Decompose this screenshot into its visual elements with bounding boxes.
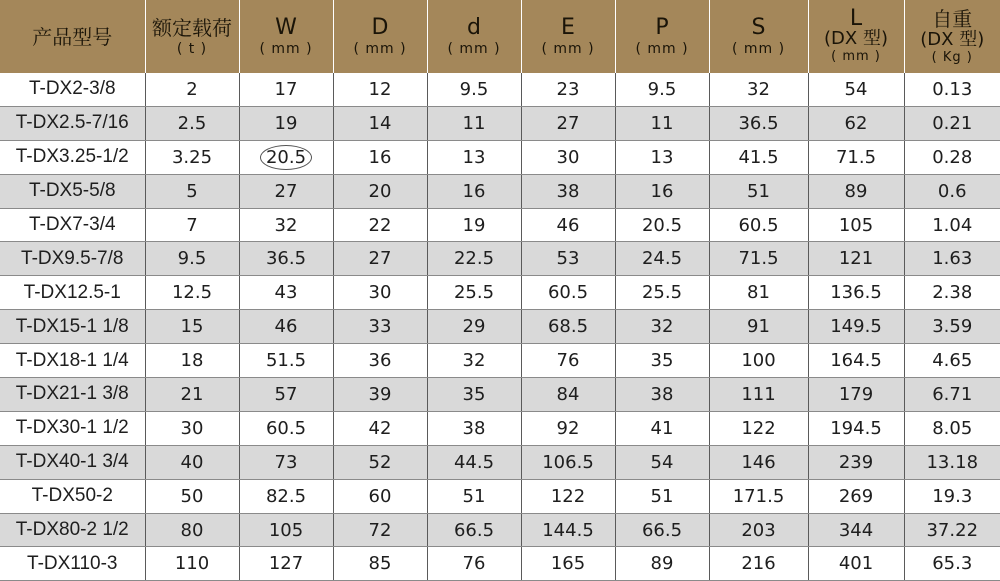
cell-d-lower: 32 bbox=[427, 344, 521, 378]
cell-l: 89 bbox=[808, 174, 904, 208]
header-w-unit: ( mm ) bbox=[240, 40, 333, 58]
cell-e: 92 bbox=[521, 411, 615, 445]
cell-e: 60.5 bbox=[521, 276, 615, 310]
table-row bbox=[0, 174, 1000, 208]
cell-l: 149.5 bbox=[808, 310, 904, 344]
cell-d-lower: 29 bbox=[427, 310, 521, 344]
header-d-upper-unit: ( mm ) bbox=[334, 40, 427, 58]
cell-weight: 0.13 bbox=[904, 73, 1000, 106]
cell-w: 82.5 bbox=[239, 479, 333, 513]
cell-e: 165 bbox=[521, 547, 615, 581]
cell-e: 53 bbox=[521, 242, 615, 276]
cell-rated-load: 2 bbox=[145, 73, 239, 106]
circled-value: 20.5 bbox=[266, 147, 306, 168]
table-row bbox=[0, 378, 1000, 412]
cell-rated-load: 40 bbox=[145, 445, 239, 479]
cell-p: 38 bbox=[615, 378, 709, 412]
cell-w: 43 bbox=[239, 276, 333, 310]
cell-d-lower: 25.5 bbox=[427, 276, 521, 310]
cell-p: 54 bbox=[615, 445, 709, 479]
cell-w: 105 bbox=[239, 513, 333, 547]
cell-weight: 37.22 bbox=[904, 513, 1000, 547]
cell-d-lower: 76 bbox=[427, 547, 521, 581]
cell-model: T-DX18-1 1/4 bbox=[0, 344, 145, 378]
cell-model: T-DX7-3/4 bbox=[0, 208, 145, 242]
cell-model: T-DX3.25-1/2 bbox=[0, 140, 145, 174]
cell-w: 19 bbox=[239, 106, 333, 140]
header-e bbox=[521, 0, 615, 73]
cell-e: 84 bbox=[521, 378, 615, 412]
cell-d-lower: 9.5 bbox=[427, 73, 521, 106]
table-row bbox=[0, 513, 1000, 547]
cell-s: 71.5 bbox=[709, 242, 808, 276]
header-l-unit: ( mm ) bbox=[809, 49, 904, 65]
table-row bbox=[0, 344, 1000, 378]
cell-w: 60.5 bbox=[239, 411, 333, 445]
cell-l: 269 bbox=[808, 479, 904, 513]
cell-model: T-DX12.5-1 bbox=[0, 276, 145, 310]
cell-w: 17 bbox=[239, 73, 333, 106]
cell-d-upper: 42 bbox=[333, 411, 427, 445]
cell-w: 27 bbox=[239, 174, 333, 208]
cell-weight: 1.04 bbox=[904, 208, 1000, 242]
cell-rated-load: 3.25 bbox=[145, 140, 239, 174]
header-e-unit: ( mm ) bbox=[522, 40, 615, 58]
cell-l: 164.5 bbox=[808, 344, 904, 378]
cell-l: 194.5 bbox=[808, 411, 904, 445]
cell-weight: 4.65 bbox=[904, 344, 1000, 378]
cell-model: T-DX15-1 1/8 bbox=[0, 310, 145, 344]
header-p-label: P bbox=[616, 16, 709, 40]
header-d-upper-label: D bbox=[334, 16, 427, 40]
cell-rated-load: 2.5 bbox=[145, 106, 239, 140]
cell-weight: 0.21 bbox=[904, 106, 1000, 140]
header-d-lower-label: d bbox=[428, 16, 521, 40]
cell-l: 136.5 bbox=[808, 276, 904, 310]
cell-s: 91 bbox=[709, 310, 808, 344]
cell-weight: 6.71 bbox=[904, 378, 1000, 412]
cell-rated-load: 9.5 bbox=[145, 242, 239, 276]
table-row bbox=[0, 73, 1000, 106]
cell-rated-load: 50 bbox=[145, 479, 239, 513]
table-row bbox=[0, 310, 1000, 344]
cell-weight: 19.3 bbox=[904, 479, 1000, 513]
cell-p: 35 bbox=[615, 344, 709, 378]
header-row bbox=[0, 0, 1000, 73]
cell-d-lower: 11 bbox=[427, 106, 521, 140]
table-row bbox=[0, 106, 1000, 140]
cell-l: 179 bbox=[808, 378, 904, 412]
cell-d-upper: 12 bbox=[333, 73, 427, 106]
cell-l: 121 bbox=[808, 242, 904, 276]
header-p-unit: ( mm ) bbox=[616, 40, 709, 58]
table-row bbox=[0, 276, 1000, 310]
cell-l: 105 bbox=[808, 208, 904, 242]
cell-s: 203 bbox=[709, 513, 808, 547]
header-weight-unit: ( Kg ) bbox=[905, 50, 1000, 66]
cell-model: T-DX9.5-7/8 bbox=[0, 242, 145, 276]
cell-p: 9.5 bbox=[615, 73, 709, 106]
cell-s: 146 bbox=[709, 445, 808, 479]
cell-weight: 0.28 bbox=[904, 140, 1000, 174]
cell-weight: 0.6 bbox=[904, 174, 1000, 208]
cell-d-upper: 27 bbox=[333, 242, 427, 276]
cell-w: 51.5 bbox=[239, 344, 333, 378]
cell-w: 36.5 bbox=[239, 242, 333, 276]
cell-rated-load: 110 bbox=[145, 547, 239, 581]
cell-rated-load: 12.5 bbox=[145, 276, 239, 310]
cell-s: 81 bbox=[709, 276, 808, 310]
cell-p: 13 bbox=[615, 140, 709, 174]
cell-p: 11 bbox=[615, 106, 709, 140]
cell-rated-load: 21 bbox=[145, 378, 239, 412]
cell-s: 171.5 bbox=[709, 479, 808, 513]
cell-model: T-DX110-3 bbox=[0, 547, 145, 581]
header-d-upper bbox=[333, 0, 427, 73]
cell-weight: 2.38 bbox=[904, 276, 1000, 310]
cell-model: T-DX40-1 3/4 bbox=[0, 445, 145, 479]
cell-d-upper: 22 bbox=[333, 208, 427, 242]
cell-e: 144.5 bbox=[521, 513, 615, 547]
cell-model: T-DX2.5-7/16 bbox=[0, 106, 145, 140]
cell-d-upper: 30 bbox=[333, 276, 427, 310]
cell-rated-load: 15 bbox=[145, 310, 239, 344]
cell-s: 100 bbox=[709, 344, 808, 378]
cell-w: 57 bbox=[239, 378, 333, 412]
cell-model: T-DX50-2 bbox=[0, 479, 145, 513]
cell-w bbox=[239, 140, 333, 174]
cell-e: 122 bbox=[521, 479, 615, 513]
cell-d-lower: 19 bbox=[427, 208, 521, 242]
cell-d-upper: 39 bbox=[333, 378, 427, 412]
cell-d-upper: 20 bbox=[333, 174, 427, 208]
cell-e: 30 bbox=[521, 140, 615, 174]
cell-p: 20.5 bbox=[615, 208, 709, 242]
spec-table-body bbox=[0, 73, 1000, 581]
cell-d-lower: 44.5 bbox=[427, 445, 521, 479]
cell-s: 60.5 bbox=[709, 208, 808, 242]
cell-l: 54 bbox=[808, 73, 904, 106]
cell-e: 27 bbox=[521, 106, 615, 140]
cell-rated-load: 18 bbox=[145, 344, 239, 378]
cell-l: 401 bbox=[808, 547, 904, 581]
cell-w: 127 bbox=[239, 547, 333, 581]
cell-weight: 13.18 bbox=[904, 445, 1000, 479]
cell-d-lower: 13 bbox=[427, 140, 521, 174]
header-p bbox=[615, 0, 709, 73]
cell-e: 38 bbox=[521, 174, 615, 208]
cell-d-upper: 36 bbox=[333, 344, 427, 378]
cell-model: T-DX80-2 1/2 bbox=[0, 513, 145, 547]
header-l-label: L bbox=[809, 9, 904, 29]
header-rated-load bbox=[145, 0, 239, 73]
cell-weight: 1.63 bbox=[904, 242, 1000, 276]
cell-p: 51 bbox=[615, 479, 709, 513]
cell-d-lower: 22.5 bbox=[427, 242, 521, 276]
cell-l: 239 bbox=[808, 445, 904, 479]
cell-rated-load: 5 bbox=[145, 174, 239, 208]
header-model bbox=[0, 0, 145, 73]
cell-s: 36.5 bbox=[709, 106, 808, 140]
cell-s: 122 bbox=[709, 411, 808, 445]
cell-model: T-DX5-5/8 bbox=[0, 174, 145, 208]
cell-s: 41.5 bbox=[709, 140, 808, 174]
cell-weight: 65.3 bbox=[904, 547, 1000, 581]
cell-model: T-DX2-3/8 bbox=[0, 73, 145, 106]
header-d-lower-unit: ( mm ) bbox=[428, 40, 521, 58]
cell-p: 24.5 bbox=[615, 242, 709, 276]
header-weight bbox=[904, 0, 1000, 73]
header-s-label: S bbox=[710, 16, 808, 40]
cell-p: 16 bbox=[615, 174, 709, 208]
cell-l: 62 bbox=[808, 106, 904, 140]
table-row bbox=[0, 411, 1000, 445]
cell-rated-load: 7 bbox=[145, 208, 239, 242]
cell-rated-load: 80 bbox=[145, 513, 239, 547]
cell-weight: 8.05 bbox=[904, 411, 1000, 445]
header-s-unit: ( mm ) bbox=[710, 40, 808, 58]
cell-weight: 3.59 bbox=[904, 310, 1000, 344]
cell-d-lower: 66.5 bbox=[427, 513, 521, 547]
cell-d-upper: 33 bbox=[333, 310, 427, 344]
cell-w: 46 bbox=[239, 310, 333, 344]
cell-e: 106.5 bbox=[521, 445, 615, 479]
cell-l: 71.5 bbox=[808, 140, 904, 174]
cell-rated-load: 30 bbox=[145, 411, 239, 445]
cell-d-upper: 16 bbox=[333, 140, 427, 174]
header-d-lower bbox=[427, 0, 521, 73]
table-row bbox=[0, 445, 1000, 479]
table-row bbox=[0, 208, 1000, 242]
cell-model: T-DX30-1 1/2 bbox=[0, 411, 145, 445]
cell-l: 344 bbox=[808, 513, 904, 547]
header-l-sub: (DX 型) bbox=[809, 29, 904, 49]
cell-s: 111 bbox=[709, 378, 808, 412]
header-e-label: E bbox=[522, 16, 615, 40]
cell-model: T-DX21-1 3/8 bbox=[0, 378, 145, 412]
table-row bbox=[0, 479, 1000, 513]
cell-d-lower: 38 bbox=[427, 411, 521, 445]
cell-w: 73 bbox=[239, 445, 333, 479]
cell-p: 41 bbox=[615, 411, 709, 445]
cell-p: 66.5 bbox=[615, 513, 709, 547]
cell-s: 51 bbox=[709, 174, 808, 208]
cell-d-upper: 60 bbox=[333, 479, 427, 513]
cell-e: 76 bbox=[521, 344, 615, 378]
spec-table-header bbox=[0, 0, 1000, 73]
cell-d-upper: 72 bbox=[333, 513, 427, 547]
cell-d-upper: 85 bbox=[333, 547, 427, 581]
cell-s: 216 bbox=[709, 547, 808, 581]
header-w bbox=[239, 0, 333, 73]
header-rated-load-label: 额定载荷 bbox=[146, 16, 239, 40]
cell-e: 46 bbox=[521, 208, 615, 242]
header-s bbox=[709, 0, 808, 73]
table-row bbox=[0, 242, 1000, 276]
header-rated-load-unit: ( t ) bbox=[146, 40, 239, 58]
table-row bbox=[0, 547, 1000, 581]
cell-p: 32 bbox=[615, 310, 709, 344]
cell-d-upper: 14 bbox=[333, 106, 427, 140]
cell-p: 89 bbox=[615, 547, 709, 581]
header-weight-label: 自重 bbox=[905, 8, 1000, 30]
header-model-label: 产品型号 bbox=[0, 25, 145, 49]
cell-w: 32 bbox=[239, 208, 333, 242]
cell-d-upper: 52 bbox=[333, 445, 427, 479]
cell-d-lower: 35 bbox=[427, 378, 521, 412]
cell-p: 25.5 bbox=[615, 276, 709, 310]
table-row bbox=[0, 140, 1000, 174]
cell-s: 32 bbox=[709, 73, 808, 106]
cell-d-lower: 51 bbox=[427, 479, 521, 513]
cell-e: 23 bbox=[521, 73, 615, 106]
header-weight-sub: (DX 型) bbox=[905, 30, 1000, 50]
header-w-label: W bbox=[240, 16, 333, 40]
header-l bbox=[808, 0, 904, 73]
cell-d-lower: 16 bbox=[427, 174, 521, 208]
cell-e: 68.5 bbox=[521, 310, 615, 344]
